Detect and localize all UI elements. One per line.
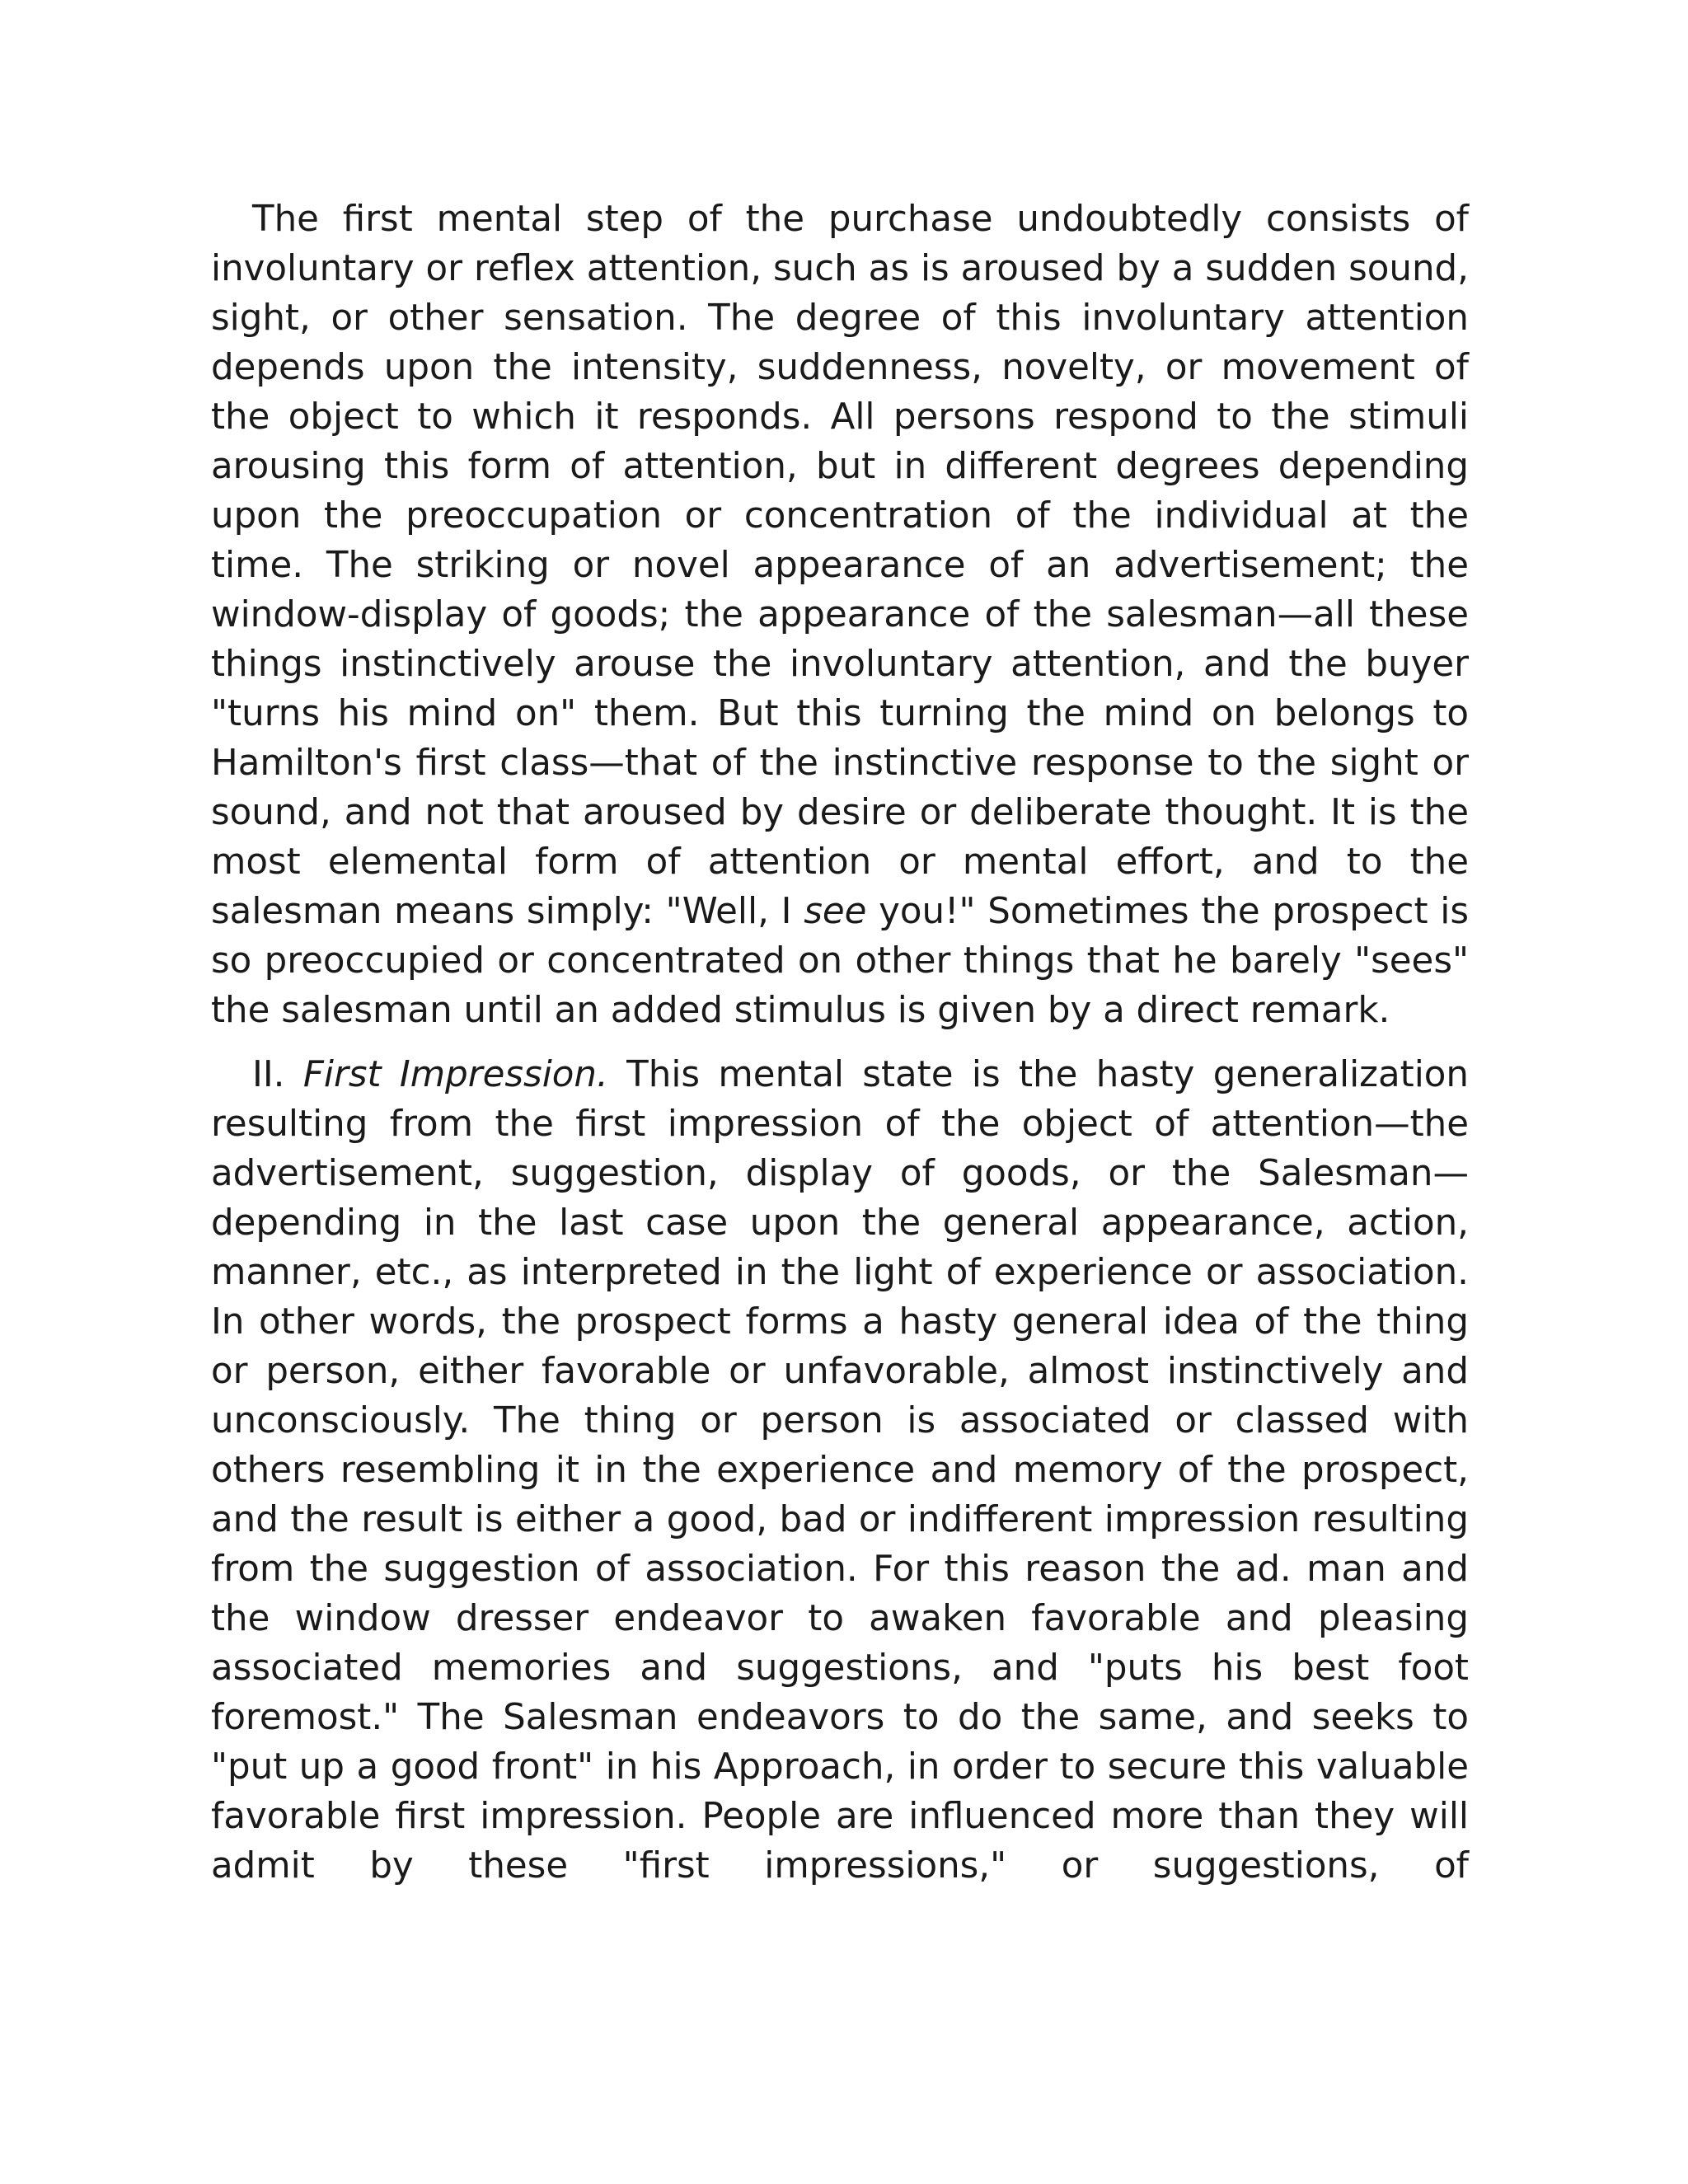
section-heading: First Impression. [302,1054,608,1095]
paragraph-text: This mental state is the hasty generalization resulting from the first impression of the object of attention—the advertisement, suggestion, display of goods, or the Salesman—depending in the last case upon the general appearance, action, manner, etc., as interpreted in the light of experience or association. In other words, the prospect forms a hasty general idea of the thing or person, either favorable or unfavorable, almost instinctively and unconsciously. The thing or person is associated or classed with others resembling it in the experience and memory of the prospect, and the result is either a good, bad or indifferent impression resulting from the suggestion of association. For this reason the ad. man and the window dresser endeavor to awaken favorable and pleasing associated memories and suggestions, and "puts his best foot foremost." The Salesman endeavors to do the same, and seeks to "put up a good front" in his Approach, in order to secure this valuable favorable first impression. People are influenced more than they will admit by these "first impressions," or suggestions, of [211,1054,1469,1886]
section-numeral: II. [252,1054,303,1095]
paragraph-involuntary-attention [211,194,1469,1035]
page-body [211,194,1469,1905]
paragraph-first-impression [211,1050,1469,1891]
emphasized-word: see [804,891,867,932]
paragraph-text: you!" Sometimes the prospect is so preoccupied or concentrated on other things that he barely "sees" the salesman until an added stimulus is given by a direct remark. [211,891,1470,1031]
paragraph-text: The first mental step of the purchase undoubtedly consists of involuntary or reflex attention, such as is aroused by a sudden sound, sight, or other sensation. The degree of this involuntary attention depends upon the intensity, suddenness, novelty, or movement of the object to which it responds. All persons respond to the stimuli arousing this form of attention, but in different degrees depending upon the preoccupation or concentration of the individual at the time. The striking or novel appearance of an advertisement; the window-display of goods; the appearance of the salesman—all these things instinctively arouse the involuntary attention, and the buyer "turns his mind on" them. But this turning the mind on belongs to Hamilton's first class—that of the instinctive response to the sight or sound, and not that aroused by desire or deliberate thought. It is the most elemental form of attention or mental effort, and to the salesman means simply: "Well, I [211,199,1469,932]
